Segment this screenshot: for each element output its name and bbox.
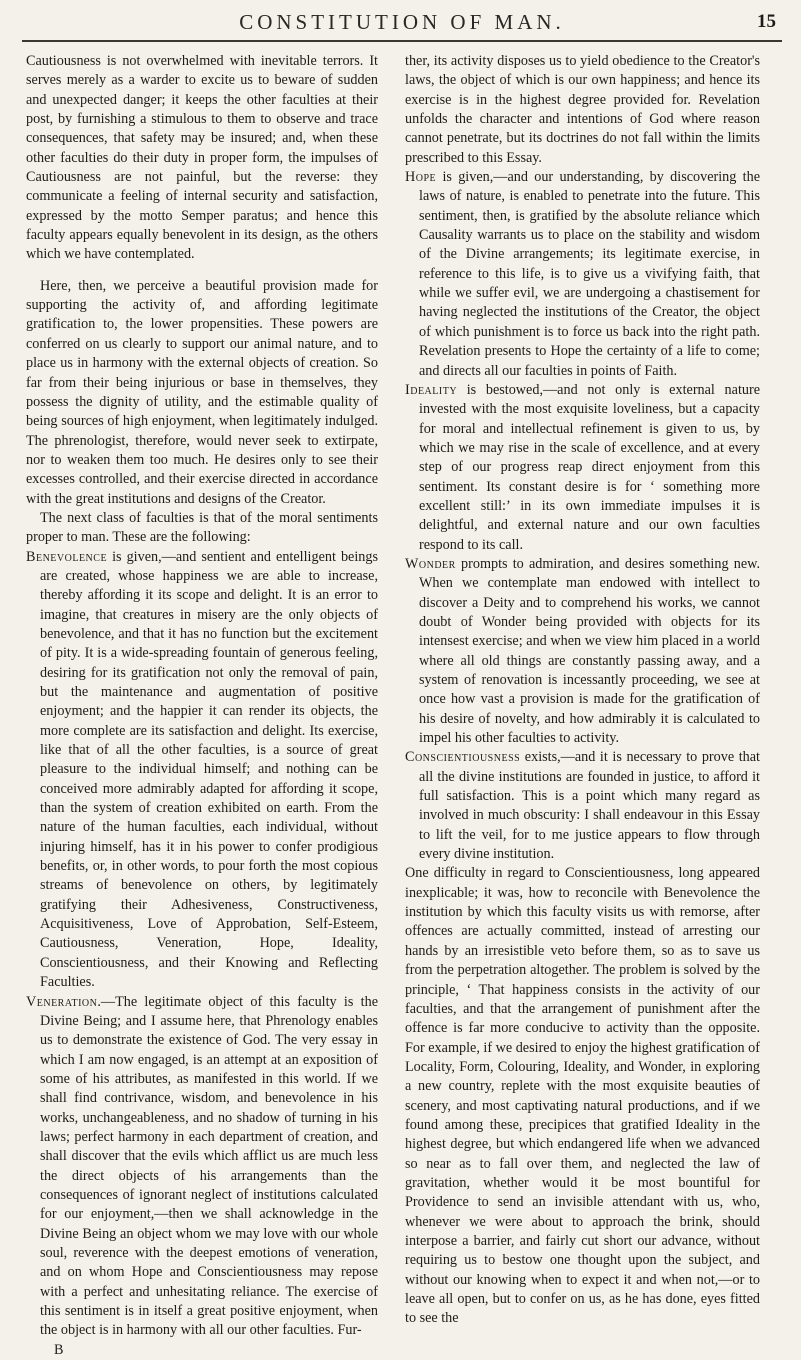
text-ideality: is bestowed,—and not only is external nature invested with the most exquisite loveliness, but a capacity for moral and intellectual refinement is given to us, by which we may rise in the scale of excellence, and at every step of our progress reap direct enjoyment from this sentiment. Its constant desire is for ‘ something more excellent still:’ in its own immediate impulses it is delightful, and external nature and our own faculties respond to its call.: [419, 381, 760, 553]
term-conscientiousness: Conscientiousness: [405, 749, 521, 766]
term-hope: Hope: [405, 169, 437, 186]
paragraph-moral-sentiments: The next class of faculties is that of the moral sentiments proper to man. These are the following:: [26, 509, 378, 546]
paragraph-lower-propensities: Here, then, we perceive a beautiful provision made for supporting the activity of, and affording legitimate gratification to, the lower propensities. These powers are conferred on us clearly to support our animal nature, and to place us in harmony with the external objects of creation. So far from their being injurious or base in themselves, they possess the dignity of utility, and the estimable quality of being sources of high enjoyment, when legitimately indulged. The phrenologist, therefore, would never seek to extirpate, nor to weaken them too much. He desires only to see their excesses controlled, and their exercise directed in accordance with the great institutions and designs of the Creator.: [26, 277, 378, 507]
paragraph-cautiousness: Cautiousness is not overwhelmed with inevitable terrors. It serves merely as a warder to excite us to beware of sudden and unexpected danger; it keeps the other faculties at their post, by furnishing a stimulous to them to observe and trace consequences, that safety may be insured; and, when these other faculties do their duty in proper form, the impulses of Cautiousness are not painful, but the reverse: they communicate a feeling of internal security and satisfaction, expressed by the motto Semper paratus; and hence this faculty appears equally benevolent in its design, as the others which we have contemplated.: [26, 53, 378, 263]
paragraph-one-difficulty: One difficulty in regard to Conscientiousness, long appeared inexplicable; it was, how to reconcile with Benevolence the institution by which this faculty visits us with remorse, after offences are actually committed, instead of arresting our hands by an irresistible veto before them, so as to save us from the perpetration altogether. The problem is solved by the principle, ‘ That happiness consists in the activity of our faculties, and that the arrangement of punishment after the offence is far more conducive to activity than the opposite. For example, if we desired to enjoy the highest gratification of Locality, Form, Colouring, Ideality, and Wonder, in exploring a new country, replete with the most exquisite beauties of scenery, and most captivating natural productions, and if we found among these, precipices that gratified Ideality in the highest degree, but which endangered life when we advanced so near as to fall over them, and neglected the law of gravitation, whether would it be most bountiful for Providence to send an invisible attendant with us, who, whenever we were about to approach the brink, should interpose a barrier, and fairly cut short our advance, without requiring us to bestow one thought upon the subject, and without our knowing when to expect it and when not,—or to leave all open, but to confer on us, as he has done, eyes fitted to see the: [405, 865, 760, 1327]
text-conscientiousness: exists,—and it is necessary to prove that all the divine institutions are founded in justice, to afford it full satisfaction. This is a point which many regard as involved in much obscurity: I shall endeavour in this Essay to lift the veil, for to me justice appears to flow through every divine institution.: [419, 749, 760, 863]
text-wonder: prompts to admiration, and desires something new. When we contemplate man endowed with intellect to discover a Deity and to comprehend his works, we cannot doubt of Wonder being provided with objects for its intensest exercise; and when we view him placed in a world where all old things are constantly passing away, and a system of renovation is incessantly proceeding, we see at once how vast a provision is made for the gratification of his desire of novelty, and how admirably it is calculated to impel his other faculties to activity.: [419, 555, 760, 747]
entry-ideality: [405, 381, 760, 555]
running-title: CONSTITUTION OF MAN.: [239, 10, 565, 34]
paragraph-continuation: ther, its activity disposes us to yield obedience to the Creator's laws, the object of which is our own happiness; and hence its exercise is in the highest degree provided for. Revelation unfolds the character and intentions of God where reason cannot penetrate, but its doctrines do not fall within the limits prescribed to this Essay.: [405, 53, 760, 166]
entry-hope: [405, 168, 760, 381]
entry-veneration: [26, 993, 378, 1341]
entry-wonder: [405, 555, 760, 748]
signature-mark: B: [54, 1341, 64, 1358]
text-hope: is given,—and our understanding, by discovering the laws of nature, is enabled to penetrate into the future. This sentiment, then, is gratified by the absolute reliance which Causality warrants us to place on the stability and wisdom of the Divine arrangements; its legitimate exercise, in reference to this life, is to give us a vivifying faith, that while we suffer evil, we are undergoing a chastisement for having neglected the institutions of the Creator, the object of which punishment is to force us back into the right path. Revelation presents to Hope the certainty of a life to come; and directs all our faculties in points of Faith.: [419, 169, 760, 379]
right-column: [405, 52, 760, 1327]
term-veneration: Veneration: [26, 993, 98, 1010]
page-header: [22, 8, 782, 42]
header-rule: [22, 40, 782, 42]
left-column: [26, 52, 378, 1358]
term-wonder: Wonder: [405, 555, 456, 572]
term-ideality: Ideality: [405, 381, 458, 398]
text-benevolence: is given,—and sentient and entelligent beings are created, whose happiness we are able to increase, thereby affording it its scope and delight. It is an error to imagine, that creatures in misery are the only objects of benevolence, and that it has no function but the excitement of pity. It is a wide-spreading fountain of generous feeling, desiring for its gratification not only the removal of pain, but the maintenance and augmentation of positive enjoyment; and the happier it can render its objects, the more complete are its satisfaction and delight. Its exercise, like that of all the other faculties, is a source of great pleasure to the individual himself; and nothing can be conceived more admirably adapted for affording it scope, than the system of creation exhibited on earth. From the nature of the human faculties, each individual, without injuring himself, has it in his power to confer prodigious benefits, or, in other words, to pour forth the most copious streams of benevolence on others, by legitimately gratifying their Adhesiveness, Constructiveness, Acquisitiveness, Love of Approbation, Self-Esteem, Cautiousness, Veneration, Hope, Ideality, Conscientiousness, and their Knowing and Reflecting Faculties.: [40, 548, 378, 991]
entry-benevolence: [26, 548, 378, 993]
page-number: 15: [757, 11, 776, 32]
term-benevolence: Benevolence: [26, 548, 108, 565]
text-veneration: .—The legitimate object of this faculty is the Divine Being; and I assume here, that Phrenology enables us to demonstrate the existence of God. The very essay in which I am now engaged, is an attempt at an exposition of some of his attributes, as manifested in this world. If we shall find contrivance, wisdom, and benevolence in his works, unchangeableness, and no shadow of turning in his laws; perfect harmony in each department of creation, and shall discover that the evils which afflict us are much less the direct objects of his arrangements than the consequences of ignorant neglect of institutions calculated for our enjoyment,—then we shall acknowledge in the Divine Being an object whom we may love with our whole soul, reverence with the deepest emotions of veneration, and on whom Hope and Conscientiousness may repose with a perfect and unhesitating reliance. The exercise of this sentiment is in itself a great positive enjoyment, when the object is in harmony with all our other faculties. Fur-: [40, 993, 378, 1339]
entry-conscientiousness: [405, 748, 760, 864]
